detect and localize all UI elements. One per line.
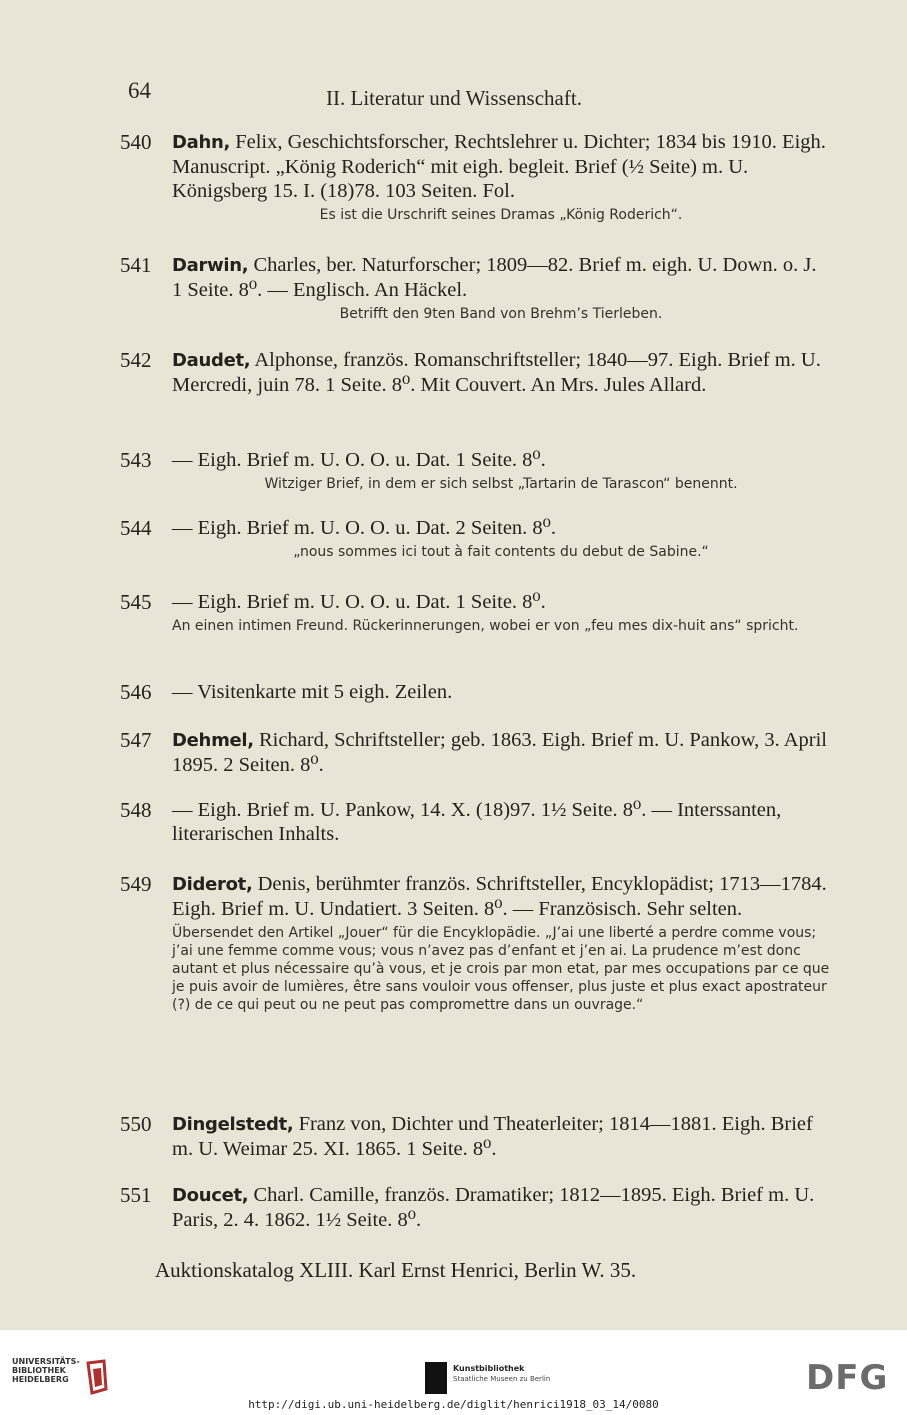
entry-number: 551	[120, 1183, 152, 1207]
kunstbibliothek-subtitle: Staatliche Museen zu Berlin	[453, 1375, 551, 1383]
dfg-logo[interactable]: DFG	[806, 1358, 889, 1398]
entry-number: 544	[120, 516, 152, 540]
entry-text: Felix, Geschichtsforscher, Rechtslehrer u. Dichter; 1834 bis 1910. Eigh. Manuscript. „König Roderich“ mit eigh. begleit. Brief (½ Seite) m. U. Königsberg 15. I. (18)78. 103 Seiten. Fol.	[172, 131, 826, 202]
entry-text: Charl. Camille, französ. Dramatiker; 1812—1895. Eigh. Brief m. U. Paris, 2. 4. 1862. 1½ Seite. 8⁰.	[172, 1184, 815, 1231]
entry-text: Alphonse, französ. Romanschriftsteller; 1840—97. Eigh. Brief m. U. Mercredi, juin 78. 1 Seite. 8⁰. Mit Couvert. An Mrs. Jules Allard.	[172, 349, 821, 396]
entry-name: Dingelstedt,	[172, 1114, 294, 1135]
catalog-entry	[120, 253, 830, 323]
entry-number: 540	[120, 130, 152, 154]
entry-number: 543	[120, 448, 152, 472]
permalink-url[interactable]: http://digi.ub.uni-heidelberg.de/diglit/henrici1918_03_14/0080	[248, 1398, 659, 1411]
running-title: II. Literatur und Wissenschaft.	[326, 86, 582, 110]
entry-note: Betrifft den 9ten Band von Brehm’s Tierleben.	[339, 306, 663, 322]
entry-number: 548	[120, 798, 152, 822]
catalog-entry	[120, 448, 830, 493]
heidelberg-emblem-icon	[84, 1359, 110, 1395]
entry-number: 541	[120, 253, 152, 277]
entry-note: „nous sommes ici tout à fait contents du debut de Sabine.“	[293, 544, 709, 560]
entry-text: — Eigh. Brief m. U. O. O. u. Dat. 1 Seite. 8⁰.	[172, 449, 546, 471]
entry-text: — Eigh. Brief m. U. O. O. u. Dat. 2 Seiten. 8⁰.	[172, 517, 557, 539]
entry-name: Darwin,	[172, 255, 249, 276]
catalog-entry	[120, 680, 830, 704]
catalog-entry	[120, 1183, 830, 1232]
entry-note: Es ist die Urschrift seines Dramas „König Roderich“.	[319, 207, 683, 223]
catalog-entry	[120, 798, 830, 846]
entry-name: Doucet,	[172, 1185, 249, 1206]
kunstbibliothek-mark-icon	[425, 1362, 447, 1394]
entry-name: Diderot,	[172, 874, 253, 895]
entry-text: — Visitenkarte mit 5 eigh. Zeilen.	[172, 681, 453, 703]
catalog-entry	[120, 130, 830, 224]
kunstbibliothek-title: Kunstbibliothek	[453, 1364, 525, 1373]
heidelberg-library-logo[interactable]	[12, 1357, 112, 1397]
entry-number: 546	[120, 680, 152, 704]
entry-text: — Eigh. Brief m. U. O. O. u. Dat. 1 Seite. 8⁰.	[172, 591, 546, 613]
catalog-footer: Auktionskatalog XLIII. Karl Ernst Henrici, Berlin W. 35.	[155, 1258, 637, 1282]
entry-name: Daudet,	[172, 350, 251, 371]
entry-number: 545	[120, 590, 152, 614]
catalog-entry	[120, 590, 830, 635]
running-head	[0, 78, 907, 110]
entry-text: Richard, Schriftsteller; geb. 1863. Eigh. Brief m. U. Pankow, 3. April 1895. 2 Seiten. 8⁰.	[172, 729, 827, 776]
kunstbibliothek-logo[interactable]	[425, 1362, 595, 1396]
catalog-entry	[120, 1112, 830, 1161]
catalog-entry	[120, 728, 830, 777]
entry-text: — Eigh. Brief m. U. Pankow, 14. X. (18)97. 1½ Seite. 8⁰. — Interssanten, literarischen Inhalts.	[172, 799, 782, 845]
catalog-entry	[120, 348, 830, 397]
entry-number: 547	[120, 728, 152, 752]
entry-number: 542	[120, 348, 152, 372]
entry-text: Franz von, Dichter und Theaterleiter; 1814—1881. Eigh. Brief m. U. Weimar 25. XI. 1865. 1 Seite. 8⁰.	[172, 1113, 813, 1160]
entry-note: An einen intimen Freund. Rückerinnerungen, wobei er von „feu mes dix-huit ans“ spricht.	[172, 618, 799, 634]
entry-text: Charles, ber. Naturforscher; 1809—82. Brief m. eigh. U. Down. o. J. 1 Seite. 8⁰. — Englisch. An Häckel.	[172, 254, 817, 301]
entry-name: Dahn,	[172, 132, 231, 153]
heidelberg-logo-text: UNIVERSITÄTS- BIBLIOTHEK HEIDELBERG	[12, 1357, 80, 1384]
entry-note: Übersendet den Artikel „Jouer“ für die Encyklopädie. „J’ai une liberté a perdre comme vous; j’ai une femme comme vous; vous n’avez pas d’enfant et j’en ai. La prudence m’est donc autant et plus nécessaire qu’à vous, et je crois par mon etat, par mes occupations par ce que je puis avoir de lumières, être sans vouloir vous offenser, plus juste et plus exact apostrateur (?) de ce qui peut ou ne peut pas compromettre dans un ouvrage.“	[172, 925, 830, 1013]
entry-name: Dehmel,	[172, 730, 254, 751]
entry-number: 550	[120, 1112, 152, 1136]
entry-text: Denis, berühmter französ. Schriftsteller, Encyklopädist; 1713—1784. Eigh. Brief m. U. Undatiert. 3 Seiten. 8⁰. — Französisch. Sehr selten.	[172, 873, 827, 920]
entry-note: Witziger Brief, in dem er sich selbst „Tartarin de Tarascon“ benennt.	[264, 476, 738, 492]
page-number: 64	[128, 78, 151, 103]
catalog-entry	[120, 516, 830, 561]
entry-number: 549	[120, 872, 152, 896]
catalog-entry	[120, 872, 830, 1014]
